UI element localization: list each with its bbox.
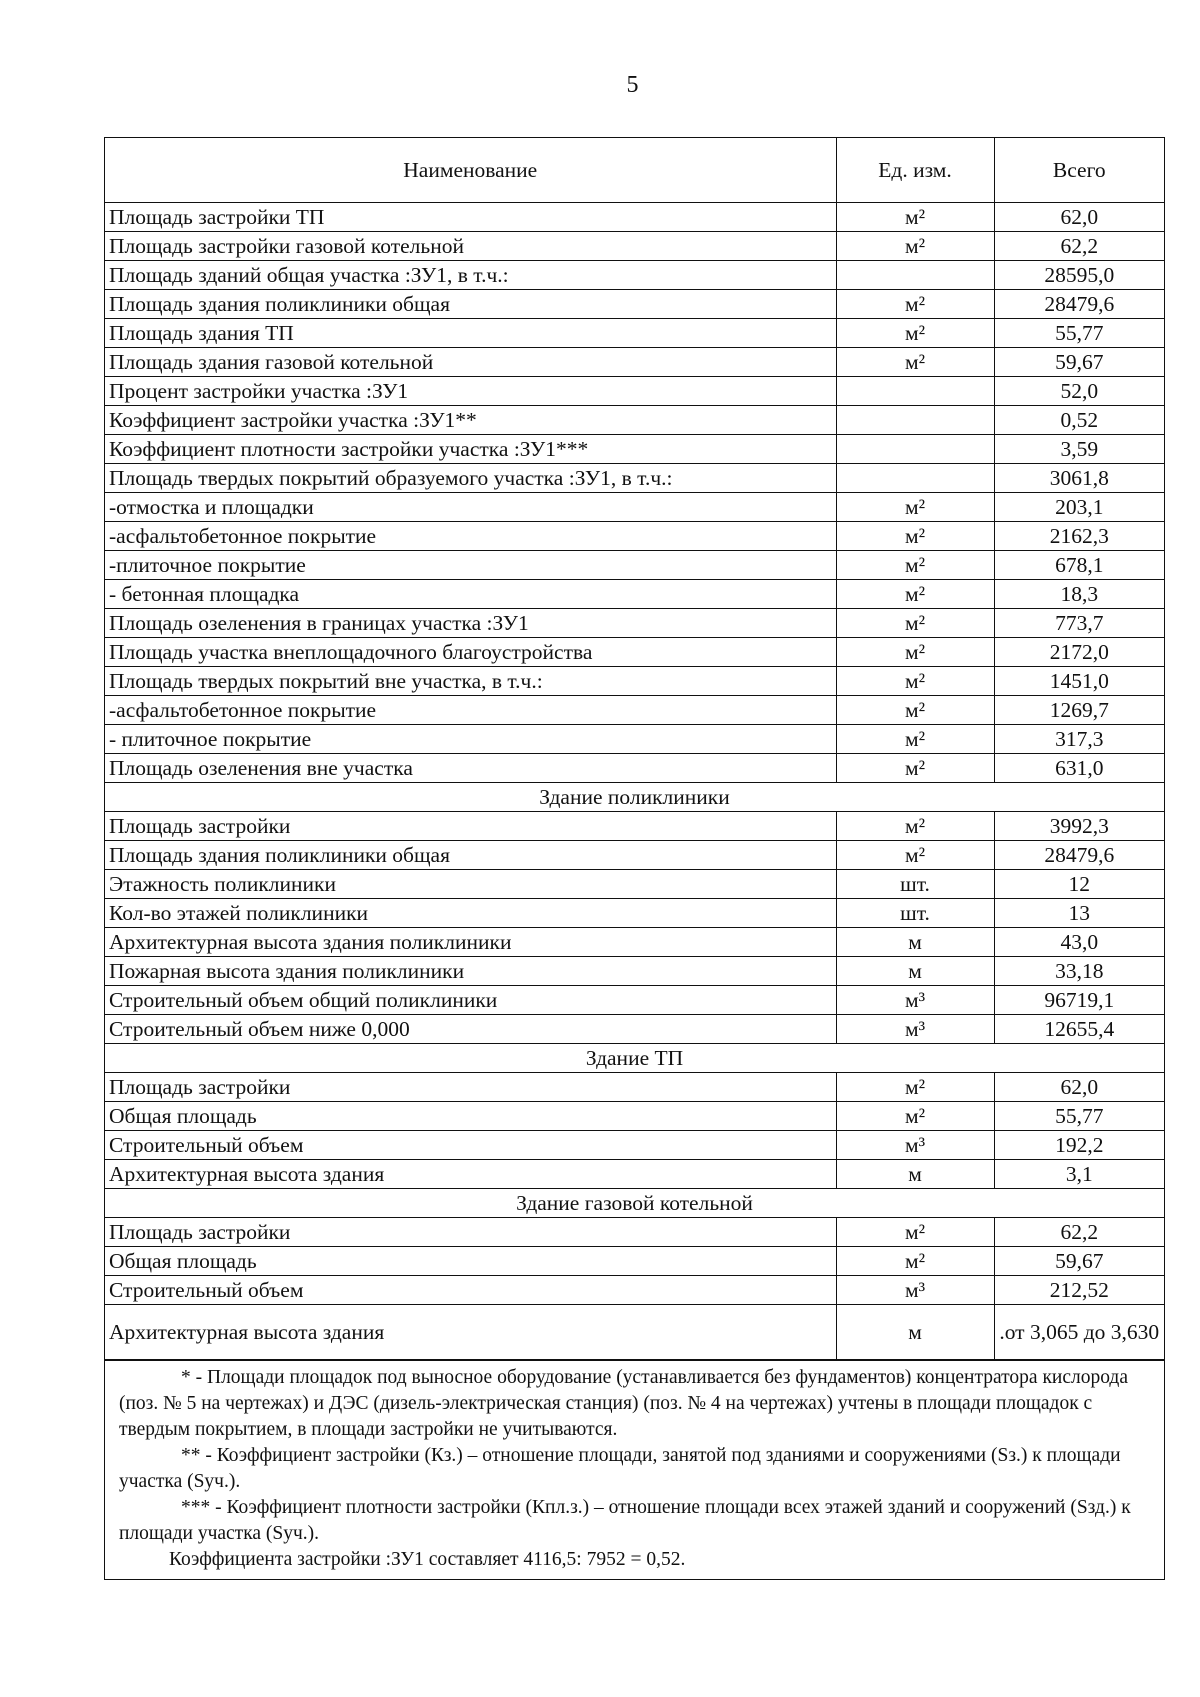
- row-total: 28479,6: [994, 841, 1164, 870]
- row-total: 317,3: [994, 725, 1164, 754]
- table-row: [105, 551, 1164, 580]
- row-total: 59,67: [994, 1247, 1164, 1276]
- table-row: [105, 1015, 1164, 1044]
- row-name: Архитектурная высота здания: [105, 1305, 836, 1360]
- row-total: 33,18: [994, 957, 1164, 986]
- row-unit: м: [836, 928, 994, 957]
- table-row: [105, 580, 1164, 609]
- table-row: [105, 696, 1164, 725]
- row-unit: м²: [836, 290, 994, 319]
- row-name: Архитектурная высота здания: [105, 1160, 836, 1189]
- row-name: Общая площадь: [105, 1102, 836, 1131]
- row-name: Коэффициент застройки участка :ЗУ1**: [105, 406, 836, 435]
- row-total: 12: [994, 870, 1164, 899]
- table-row: [105, 986, 1164, 1015]
- table-row: [105, 1305, 1164, 1360]
- table-row: [105, 667, 1164, 696]
- row-total: 1451,0: [994, 667, 1164, 696]
- table-row: [105, 638, 1164, 667]
- row-total: 62,0: [994, 203, 1164, 232]
- row-unit: м²: [836, 522, 994, 551]
- header-unit: Ед. изм.: [836, 138, 994, 203]
- row-name: Площадь здания ТП: [105, 319, 836, 348]
- table-row: [105, 493, 1164, 522]
- header-total: Всего: [994, 138, 1164, 203]
- row-total: 62,0: [994, 1073, 1164, 1102]
- row-name: -плиточное покрытие: [105, 551, 836, 580]
- row-unit: м³: [836, 1131, 994, 1160]
- row-name: Этажность поликлиники: [105, 870, 836, 899]
- indicators-table: [105, 138, 1164, 1360]
- footnotes: [105, 1360, 1164, 1579]
- table-row: [105, 841, 1164, 870]
- row-total: 2162,3: [994, 522, 1164, 551]
- row-unit: м²: [836, 609, 994, 638]
- row-name: Архитектурная высота здания поликлиники: [105, 928, 836, 957]
- row-unit: м²: [836, 841, 994, 870]
- table-row: [105, 1218, 1164, 1247]
- row-total: .от 3,065 до 3,630: [994, 1305, 1164, 1360]
- row-name: Площадь здания поликлиники общая: [105, 841, 836, 870]
- row-total: 28595,0: [994, 261, 1164, 290]
- indicators-table-block: [104, 137, 1165, 1580]
- row-name: Площадь застройки: [105, 1218, 836, 1247]
- row-total: 96719,1: [994, 986, 1164, 1015]
- row-total: 3,1: [994, 1160, 1164, 1189]
- row-unit: м: [836, 1305, 994, 1360]
- table-row: [105, 812, 1164, 841]
- row-unit: м²: [836, 580, 994, 609]
- row-name: Площадь участка внеплощадочного благоустройства: [105, 638, 836, 667]
- row-name: Площадь застройки: [105, 1073, 836, 1102]
- row-name: Площадь зданий общая участка :ЗУ1, в т.ч.:: [105, 261, 836, 290]
- row-total: 212,52: [994, 1276, 1164, 1305]
- table-row: [105, 232, 1164, 261]
- row-total: 43,0: [994, 928, 1164, 957]
- row-unit: м²: [836, 203, 994, 232]
- row-total: 203,1: [994, 493, 1164, 522]
- row-total: 631,0: [994, 754, 1164, 783]
- table-row: [105, 522, 1164, 551]
- table-row: [105, 870, 1164, 899]
- row-unit: м²: [836, 696, 994, 725]
- row-name: Площадь озеленения вне участка: [105, 754, 836, 783]
- row-unit: м²: [836, 754, 994, 783]
- row-unit: м: [836, 1160, 994, 1189]
- row-total: 3061,8: [994, 464, 1164, 493]
- row-name: Площадь озеленения в границах участка :ЗУ1: [105, 609, 836, 638]
- table-row: [105, 957, 1164, 986]
- row-name: Площадь твердых покрытий образуемого участка :ЗУ1, в т.ч.:: [105, 464, 836, 493]
- row-total: 773,7: [994, 609, 1164, 638]
- row-unit: [836, 435, 994, 464]
- row-name: Площадь твердых покрытий вне участка, в т.ч.:: [105, 667, 836, 696]
- row-unit: [836, 377, 994, 406]
- row-name: Кол-во этажей поликлиники: [105, 899, 836, 928]
- row-unit: м²: [836, 1247, 994, 1276]
- row-unit: м²: [836, 493, 994, 522]
- row-unit: м³: [836, 986, 994, 1015]
- row-name: Площадь застройки: [105, 812, 836, 841]
- row-total: 62,2: [994, 232, 1164, 261]
- row-total: 18,3: [994, 580, 1164, 609]
- table-row: [105, 348, 1164, 377]
- row-total: 12655,4: [994, 1015, 1164, 1044]
- row-total: 1269,7: [994, 696, 1164, 725]
- row-name: -отмостка и площадки: [105, 493, 836, 522]
- table-row: [105, 319, 1164, 348]
- row-name: Площадь застройки ТП: [105, 203, 836, 232]
- section-header-row: [105, 783, 1164, 812]
- section-title: Здание газовой котельной: [105, 1189, 1164, 1218]
- row-total: 59,67: [994, 348, 1164, 377]
- table-row: [105, 203, 1164, 232]
- row-unit: м²: [836, 725, 994, 754]
- row-unit: м: [836, 957, 994, 986]
- row-unit: м²: [836, 1102, 994, 1131]
- row-name: Пожарная высота здания поликлиники: [105, 957, 836, 986]
- header-name: Наименование: [105, 138, 836, 203]
- table-row: [105, 464, 1164, 493]
- row-name: Процент застройки участка :ЗУ1: [105, 377, 836, 406]
- row-total: 192,2: [994, 1131, 1164, 1160]
- row-unit: м²: [836, 1218, 994, 1247]
- row-total: 678,1: [994, 551, 1164, 580]
- footnote: ** - Коэффициент застройки (Кз.) – отношение площади, занятой под зданиями и сооружениями (Sз.) к площади участка (Sуч.).: [119, 1445, 1121, 1492]
- table-row: [105, 290, 1164, 319]
- page-number: 5: [626, 72, 639, 98]
- row-unit: [836, 261, 994, 290]
- row-total: 13: [994, 899, 1164, 928]
- table-row: [105, 725, 1164, 754]
- row-name: -асфальтобетонное покрытие: [105, 522, 836, 551]
- row-unit: шт.: [836, 899, 994, 928]
- row-unit: м³: [836, 1276, 994, 1305]
- row-name: - плиточное покрытие: [105, 725, 836, 754]
- row-total: 0,52: [994, 406, 1164, 435]
- row-name: Площадь застройки газовой котельной: [105, 232, 836, 261]
- row-name: Строительный объем ниже 0,000: [105, 1015, 836, 1044]
- row-unit: м²: [836, 319, 994, 348]
- row-total: 3,59: [994, 435, 1164, 464]
- footnote: Коэффициента застройки :ЗУ1 составляет 4116,5: 7952 = 0,52.: [169, 1549, 686, 1570]
- row-unit: м²: [836, 667, 994, 696]
- row-unit: м²: [836, 812, 994, 841]
- row-total: 52,0: [994, 377, 1164, 406]
- table-row: [105, 1073, 1164, 1102]
- table-row: [105, 261, 1164, 290]
- row-name: Строительный объем: [105, 1276, 836, 1305]
- table-row: [105, 435, 1164, 464]
- table-row: [105, 1247, 1164, 1276]
- table-row: [105, 1276, 1164, 1305]
- table-row: [105, 928, 1164, 957]
- table-row: [105, 609, 1164, 638]
- section-title: Здание поликлиники: [105, 783, 1164, 812]
- row-unit: м²: [836, 348, 994, 377]
- row-total: 55,77: [994, 319, 1164, 348]
- row-total: 3992,3: [994, 812, 1164, 841]
- row-name: Общая площадь: [105, 1247, 836, 1276]
- row-total: 55,77: [994, 1102, 1164, 1131]
- section-header-row: [105, 1189, 1164, 1218]
- row-name: Строительный объем: [105, 1131, 836, 1160]
- section-header-row: [105, 1044, 1164, 1073]
- row-unit: м²: [836, 232, 994, 261]
- table-row: [105, 377, 1164, 406]
- footnote: * - Площади площадок под выносное оборудование (устанавливается без фундаментов) концентратора кислорода (поз. № 5 на чертежах) и ДЭС (дизель-электрическая станция) (поз. № 4 на чертежах) учтены в площади площадок с твердым покрытием, в площади застройки не учитываются.: [119, 1367, 1129, 1440]
- table-body: [105, 203, 1164, 1360]
- table-row: [105, 1131, 1164, 1160]
- table-row: [105, 1160, 1164, 1189]
- table-row: [105, 1102, 1164, 1131]
- footnote: *** - Коэффициент плотности застройки (Кпл.з.) – отношение площади всех этажей зданий и сооружений (Sзд.) к площади участка (Sуч.).: [119, 1497, 1131, 1544]
- table-row: [105, 406, 1164, 435]
- row-name: Площадь здания газовой котельной: [105, 348, 836, 377]
- row-name: -асфальтобетонное покрытие: [105, 696, 836, 725]
- row-unit: м²: [836, 551, 994, 580]
- section-title: Здание ТП: [105, 1044, 1164, 1073]
- row-name: Площадь здания поликлиники общая: [105, 290, 836, 319]
- row-unit: м²: [836, 1073, 994, 1102]
- table-row: [105, 754, 1164, 783]
- row-unit: м²: [836, 638, 994, 667]
- row-total: 62,2: [994, 1218, 1164, 1247]
- table-row: [105, 899, 1164, 928]
- row-name: - бетонная площадка: [105, 580, 836, 609]
- row-name: Строительный объем общий поликлиники: [105, 986, 836, 1015]
- row-unit: [836, 464, 994, 493]
- row-unit: м³: [836, 1015, 994, 1044]
- row-total: 2172,0: [994, 638, 1164, 667]
- row-total: 28479,6: [994, 290, 1164, 319]
- table-header-row: [105, 138, 1164, 203]
- row-name: Коэффициент плотности застройки участка :ЗУ1***: [105, 435, 836, 464]
- row-unit: [836, 406, 994, 435]
- row-unit: шт.: [836, 870, 994, 899]
